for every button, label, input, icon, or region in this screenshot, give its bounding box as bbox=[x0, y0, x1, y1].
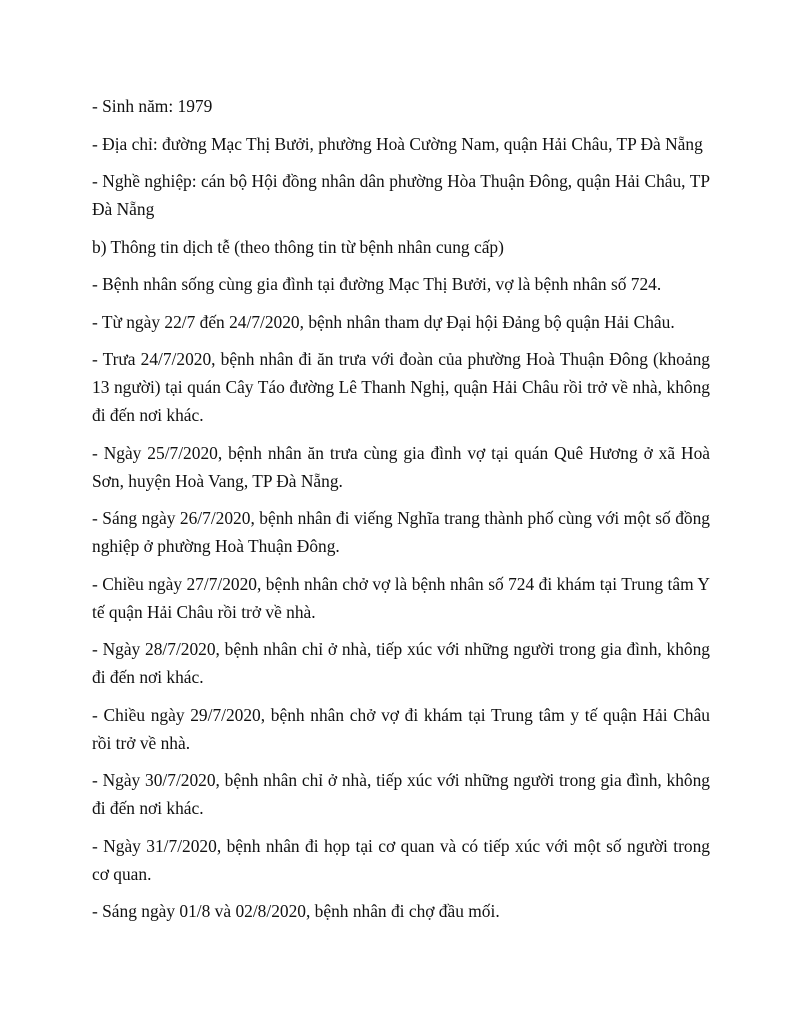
paragraph-household: - Bệnh nhân sống cùng gia đình tại đường Mạc Thị Bưởi, vợ là bệnh nhân số 724. bbox=[92, 274, 662, 294]
document-body bbox=[92, 92, 710, 935]
paragraph-occupation: - Nghề nghiệp: cán bộ Hội đồng nhân dân phường Hòa Thuận Đông, quận Hải Châu, TP Đà Nẵng bbox=[92, 171, 710, 219]
paragraph-event-30-july: - Ngày 30/7/2020, bệnh nhân chỉ ở nhà, tiếp xúc với những người trong gia đình, không đi đến nơi khác. bbox=[92, 770, 710, 818]
paragraph-address: - Địa chỉ: đường Mạc Thị Bưởi, phường Hoà Cường Nam, quận Hải Châu, TP Đà Nẵng bbox=[92, 133, 703, 154]
paragraph-event-28-july: - Ngày 28/7/2020, bệnh nhân chỉ ở nhà, tiếp xúc với những người trong gia đình, không đi đến nơi khác. bbox=[92, 639, 710, 687]
paragraph-event-26-july: - Sáng ngày 26/7/2020, bệnh nhân đi viếng Nghĩa trang thành phố cùng với một số đồng nghiệp ở phường Hoà Thuận Đông. bbox=[92, 508, 710, 556]
paragraph-birth-year: - Sinh năm: 1979 bbox=[92, 96, 213, 116]
paragraph-event-24-july-lunch: - Trưa 24/7/2020, bệnh nhân đi ăn trưa với đoàn của phường Hoà Thuận Đông (khoảng 13 người) tại quán Cây Táo đường Lê Thanh Nghị, quận Hải Châu rồi trở về nhà, không đi đến nơi khác. bbox=[92, 349, 710, 425]
section-heading-epidemiology: b) Thông tin dịch tễ (theo thông tin từ bệnh nhân cung cấp) bbox=[92, 236, 504, 257]
paragraph-event-29-july: - Chiều ngày 29/7/2020, bệnh nhân chở vợ đi khám tại Trung tâm y tế quận Hải Châu rồi trở về nhà. bbox=[92, 704, 710, 753]
paragraph-event-1-2-august: - Sáng ngày 01/8 và 02/8/2020, bệnh nhân đi chợ đầu mối. bbox=[92, 901, 500, 921]
paragraph-event-31-july: - Ngày 31/7/2020, bệnh nhân đi họp tại cơ quan và có tiếp xúc với một số người trong cơ quan. bbox=[92, 835, 710, 884]
paragraph-event-22-24-july: - Từ ngày 22/7 đến 24/7/2020, bệnh nhân tham dự Đại hội Đảng bộ quận Hải Châu. bbox=[92, 311, 675, 332]
paragraph-event-25-july: - Ngày 25/7/2020, bệnh nhân ăn trưa cùng gia đình vợ tại quán Quê Hương ở xã Hoà Sơn, huyện Hoà Vang, TP Đà Nẵng. bbox=[92, 442, 710, 491]
paragraph-event-27-july: - Chiều ngày 27/7/2020, bệnh nhân chở vợ là bệnh nhân số 724 đi khám tại Trung tâm Y tế quận Hải Châu rồi trở về nhà. bbox=[92, 573, 710, 622]
